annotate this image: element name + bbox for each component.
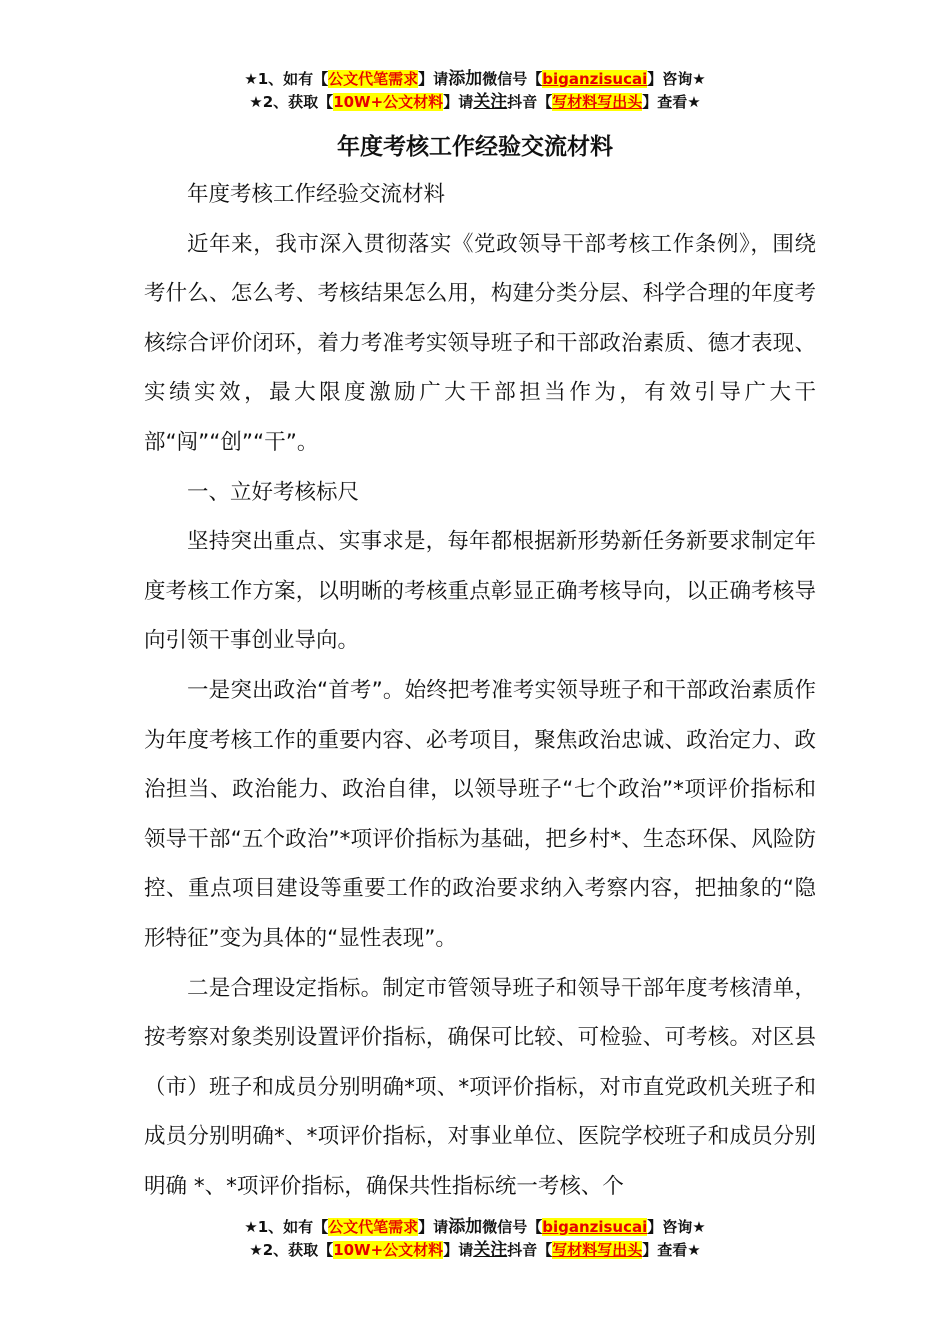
promo-line-1 [0, 1216, 950, 1239]
promo-emphasis: 添加 [448, 1217, 483, 1237]
promo-text: 】咨询★ [647, 70, 706, 88]
promo-text: 】咨询★ [647, 1218, 706, 1236]
section-heading-1: 一、立好考核标尺 [187, 479, 360, 505]
document-title: 年度考核工作经验交流材料 [337, 134, 613, 160]
promo-text: 抖音【 [507, 93, 553, 111]
paragraph-intro: 近年来，我市深入贯彻落实《党政领导干部考核工作条例》，围绕考什么、怎么考、考核结果怎么用，构建分类分层、科学合理的年度考核综合评价闭环，着力考准考实领导班子和干部政治素质、德才表现、实绩实效，最大限度激励广大干部担当作为，有效引导广大干部“闯”“创”“干”。 [144, 231, 816, 455]
promo-emphasis: 关注 [473, 92, 508, 112]
paragraph-subtitle: 年度考核工作经验交流材料 [187, 182, 446, 207]
promo-highlight: 公文代笔需求 [328, 70, 419, 88]
promo-emphasis: 添加 [448, 69, 483, 89]
promo-wechat-id: biganzisucai [542, 1218, 648, 1236]
promo-line-2 [0, 1239, 950, 1262]
promo-text: 】请 [443, 93, 474, 111]
promo-wechat-id: biganzisucai [542, 70, 648, 88]
paragraph: 一是突出政治“首考”。始终把考准考实领导班子和干部政治素质作为年度考核工作的重要内容、必考项目，聚焦政治忠诚、政治定力、政治担当、政治能力、政治自律，以领导班子“七个政治”*项评价指标和领导干部“五个政治”*项评价指标为基础，把乡村*、生态环保、风险防控、重点项目建设等重要工作的政治要求纳入考察内容，把抽象的“隐形特征”变为具体的“显性表现”。 [144, 677, 816, 951]
promo-text: ★2、获取【 [249, 1241, 334, 1259]
promo-highlight: 公文代笔需求 [328, 1218, 419, 1236]
promo-highlight: 10W+公文材料 [333, 93, 444, 111]
promo-text: 】请 [443, 1241, 474, 1259]
promo-text: 】查看★ [642, 93, 701, 111]
promo-text: ★2、获取【 [249, 93, 334, 111]
promo-highlight: 10W+公文材料 [333, 1241, 444, 1259]
promo-text: ★1、如有【 [244, 1218, 329, 1236]
promo-text: 微信号【 [482, 70, 543, 88]
promo-douyin-id: 写材料写出头 [552, 1241, 643, 1259]
promo-douyin-id: 写材料写出头 [552, 93, 643, 111]
promo-text: 微信号【 [482, 1218, 543, 1236]
document-body [144, 170, 816, 1211]
paragraph: 二是合理设定指标。制定市管领导班子和领导干部年度考核清单，按考察对象类别设置评价指标，确保可比较、可检验、可考核。对区县（市）班子和成员分别明确*项、*项评价指标，对市直党政机关班子和成员分别明确*、*项评价指标，对事业单位、医院学校班子和成员分别明确 *、*项评价指标，确保共性指标统一考核、个 [144, 975, 816, 1199]
promo-text: 抖音【 [507, 1241, 553, 1259]
promo-text: 】查看★ [642, 1241, 701, 1259]
top-promo-banner [0, 68, 950, 114]
bottom-promo-banner [0, 1216, 950, 1262]
promo-line-1 [0, 68, 950, 91]
paragraph: 坚持突出重点、实事求是，每年都根据新形势新任务新要求制定年度考核工作方案，以明晰的考核重点彰显正确考核导向，以正确考核导向引领干事创业导向。 [144, 529, 816, 654]
promo-text: ★1、如有【 [244, 70, 329, 88]
promo-text: 】请 [418, 70, 449, 88]
promo-line-2 [0, 91, 950, 114]
promo-emphasis: 关注 [473, 1240, 508, 1260]
promo-text: 】请 [418, 1218, 449, 1236]
